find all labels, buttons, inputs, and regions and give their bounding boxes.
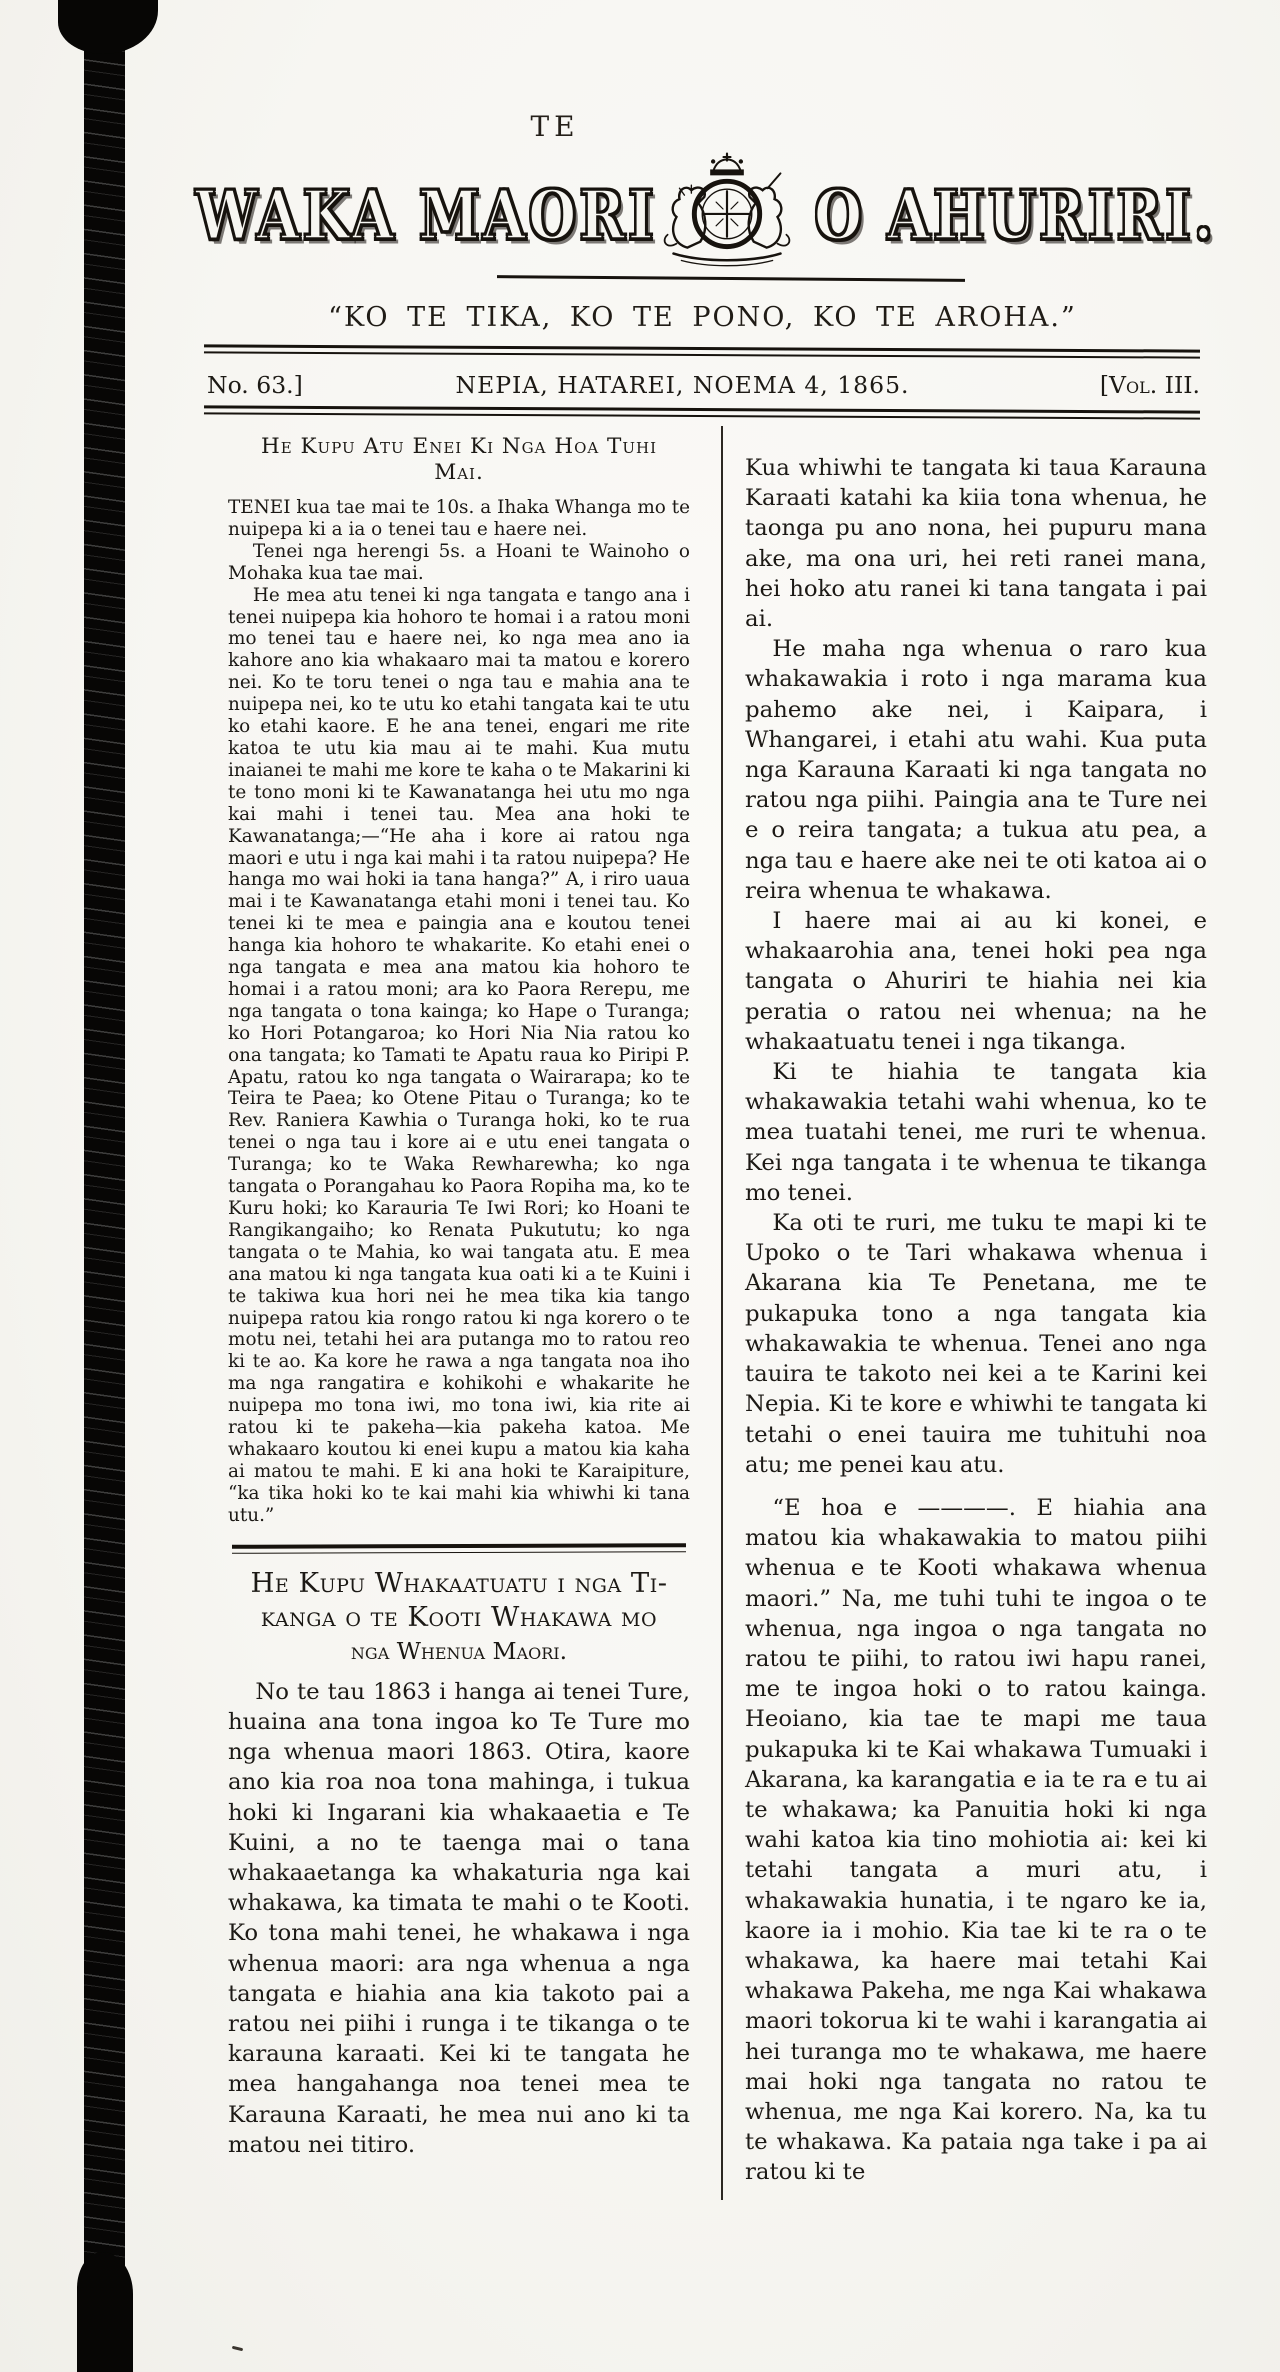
article1-heading-line1: He Kupu Atu Enei Ki Nga Hoa Tuhi bbox=[260, 434, 658, 459]
article1-heading-line2: Mai. bbox=[434, 460, 484, 485]
left-column bbox=[228, 432, 690, 2160]
right-column-paragraph: He maha nga whenua o raro kua whakawakia i roto i nga marama kua pahemo ake nei, i Kaipara, i Whangarei, i etahi atu wahi. Kua puta nga Karauna Karaati ki nga tangata no ratou nga piihi. Paingia ana te Ture nei e o reira tangata; a tukua atu pea, a nga tau e haere ake nei te oti katoa ai o reira whenua te whakawa. bbox=[745, 636, 1207, 904]
article2-heading-line2: kanga o te Kooti Whakawa mo bbox=[260, 1600, 658, 1633]
article1-paragraph: He mea atu tenei ki nga tangata e tango ana i tenei nuipepa kia hohoro te homai i a ratou moni mo tenei tau e haere nei, ko nga mea ano ia kahore ano kia whakaaro mai ta matou e korero nei. Ko te toru tenei o nga tau e mahia ana te nuipepa nei, ko te utu ko etahi tangata kai te utu ko etahi kaore. E he ana tenei, engari me rite katoa te utu kia mau ai te mahi. Kua mutu inaianei te mahi me kore te kaha o te Makarini ki te tono moni ki te Kawanatanga hei utu mo nga kai mahi i tenei tau. Mea ana hoki te Kawanatanga;—“He aha i kore ai ratou nga maori e utu i nga kai mahi i ta ratou nuipepa? He hanga mo wai hoki ia tana hanga?” A, i riro uaua mai i te Kawanatanga etahi moni i tenei tau. Ko tenei ki te mea e paingia ana e koutou tenei hanga kia hohoro te whakarite. Ko etahi enei o nga tangata e mea ana matou kia hohoro te homai i a ratou moni; ara ko Paora Rerepu, me nga tangata o tona kainga; ko Hape o Turanga; ko Hori Potangaroa; ko Hori Nia Nia ratou ko ona tangata; ko Tamati te Apatu raua ko Piripi P. Apatu, ratou ko nga tangata o Wairarapa; ko te Teira te Paea; ko Otene Pitau o Turanga; ko te Rev. Raniera Kawhia o Turanga hoki, ko te rua tenei o nga tau i kore ai e utu enei tangata o Turanga; ko te Waka Rewharewha; ko nga tangata o Porangahau ko Paora Ropiha ma, ko te Kuru hoki; ko Karauria Te Iwi Rori; ko Hoani te Rangikangaiho; ko Renata Pukututu; ko nga tangata o te Mahia, ko wai tangata atu. E mea ana matou ki nga tangata kua oati ki a te Kuini i te takiwa kua hori nei he mea tika kia tango nuipepa ratou kia rongo ratou ki nga korero o te motu nei, tetahi hei ara putanga mo to ratou reo ki te ao. Ka kore he rawa a nga tangata noa iho ma nga rangatira e kohikohi e whakarite he nuipepa mo tona iwi, mo tona iwi, kia rite ai ratou ki te pakeha—kia pakeha katoa. Me whakaaro koutou ki enei kupu a matou kia kaha ai matou te mahi. E ki ana hoki te Karaipiture, “ka tika hoki ko te kai mahi kia whiwhi ki tana utu.” bbox=[228, 584, 690, 1526]
masthead-title-left: WAKA MAORI bbox=[195, 174, 657, 254]
article2-heading-line3: nga Whenua Maori. bbox=[350, 1636, 568, 1665]
binding-edge-bar bbox=[84, 0, 125, 2372]
article2-heading bbox=[228, 1566, 690, 1668]
dateline-top-rule bbox=[204, 344, 1200, 358]
masthead-motto: “KO TE TIKA, KO TE PONO, KO TE AROHA.” bbox=[328, 302, 1077, 333]
masthead-underline bbox=[497, 275, 965, 282]
article1-paragraph: TENEI kua tae mai te 10s. a Ihaka Whanga mo te nuipepa ki a ia o tenei tau e haere nei. bbox=[228, 497, 690, 540]
article2-body bbox=[228, 1677, 690, 2160]
right-column-paragraph: “E hoa e ————. E hiahia ana matou kia whakawakia to matou piihi whenua e te Kooti whakawa whenua maori.” Na, me tuhi tuhi te ingoa o te whenua, nga ingoa o nga tangata no ratou te piihi, to ratou iwi hapu ranei, me te ingoa hoki o to ratou kainga. Heoiano, kia tae te mapi me taua pukapuka ki te Kai whakawa Tumuaki i Akarana, ka karangatia e ia te ra e tu ai te whakawa; ka Panuitia hoki ki nga wahi katoa kia tino mohiotia ai: kei ki tetahi tangata a muri atu, i whakawakia hunatia, i te ngaro ke ia, kaore ia i mohio. Kia tae ki te ra o te whakawa, ka haere mai tetahi Kai whakawa Pakeha, me nga Kai whakawa maori tokorua ki te wahi i karangatia ai hei turanga mo te whakawa, me haere mai hoki nga tangata no ratou te whenua, me nga Kai korero. Na, ka tu te whakawa. Ka pataia nga take i pa ai ratou ki te bbox=[745, 1494, 1207, 2186]
ink-speck bbox=[232, 2346, 243, 2352]
article1-paragraph: Tenei nga herengi 5s. a Hoani te Wainoho o Mohaka kua tae mai. bbox=[228, 540, 690, 584]
dateline bbox=[205, 371, 1200, 403]
royal-coat-of-arms-icon bbox=[628, 150, 826, 270]
column-divider-rule bbox=[721, 426, 723, 2200]
right-column-paragraph: I haere mai ai au ki konei, e whakaarohia ana, tenei hoki pea nga tangata o Ahuriri te hiahia nei kia peratia o ratou nei whenua; na he whakaatuatu tenei i nga tikanga. bbox=[745, 908, 1207, 1055]
article1-heading bbox=[228, 434, 690, 486]
article2-paragraph: No te tau 1863 i hanga ai tenei Ture, huaina ana tona ingoa ko Te Ture mo nga whenua maori 1863. Otira, kaore ano kia roa noa tona mahinga, i tukua hoki ki Ingarani kia whakaaetia e Te Kuini, a no te taenga mai o tana whakaaetanga ka whakaturia nga kai whakawa, ka timata te mahi o te Kooti. Ko tona mahi tenei, he whakawa i nga whenua maori: ara nga whenua a nga tangata e hiahia ana kia takoto pai a ratou nei piihi i runga i te tikanga o te karauna karaati. Kei ki te tangata he mea hangahanga noa tenei mea te Karauna Karaati, he mea nui ano ki ta matou nei titiro. bbox=[228, 1678, 690, 2158]
right-column bbox=[745, 432, 1207, 2188]
masthead-title-right: O AHURIRI. bbox=[814, 174, 1216, 254]
volume-number: [Vol. III. bbox=[1099, 371, 1200, 399]
article1-body bbox=[228, 497, 690, 1527]
right-column-paragraph: Kua whiwhi te tangata ki taua Karauna Karaati katahi ka kiia tona whenua, he taonga pu ano nona, hei pupuru mana ake, ma ona uri, hei reti ranei mana, hei hoko atu ranei ki tana tangata i pai ai. bbox=[745, 455, 1207, 633]
article2-heading-line1: He Kupu Whakaatuatu i nga Ti- bbox=[250, 1566, 668, 1599]
right-column-paragraph: Ka oti te ruri, me tuku te mapi ki te Upoko o te Tari whakawa whenua i Akarana kia Te Penetana, me te pukapuka tono a nga tangata kia whakawakia te whenua. Tenei ano nga tauira te takoto nei kei a te Karini kei Nepia. Ki te kore e whiwhi te tangata ki tetahi o enei tauira me tuhituhi noa atu; me penei kau atu. bbox=[745, 1210, 1207, 1478]
right-column-paragraph: Ki te hiahia te tangata kia whakawakia tetahi wahi whenua, ko te mea tuatahi tenei, me ruri te whenua. Kei nga tangata i te whenua te tikanga mo tenei. bbox=[745, 1059, 1207, 1206]
masthead-kicker: TE bbox=[530, 110, 580, 143]
dateline-center: NEPIA, HATAREI, NOEMA 4, 1865. bbox=[455, 371, 910, 399]
issue-number: No. 63.] bbox=[207, 371, 303, 399]
article-separator-rule bbox=[232, 1543, 686, 1554]
dateline-bottom-rule bbox=[204, 405, 1200, 419]
